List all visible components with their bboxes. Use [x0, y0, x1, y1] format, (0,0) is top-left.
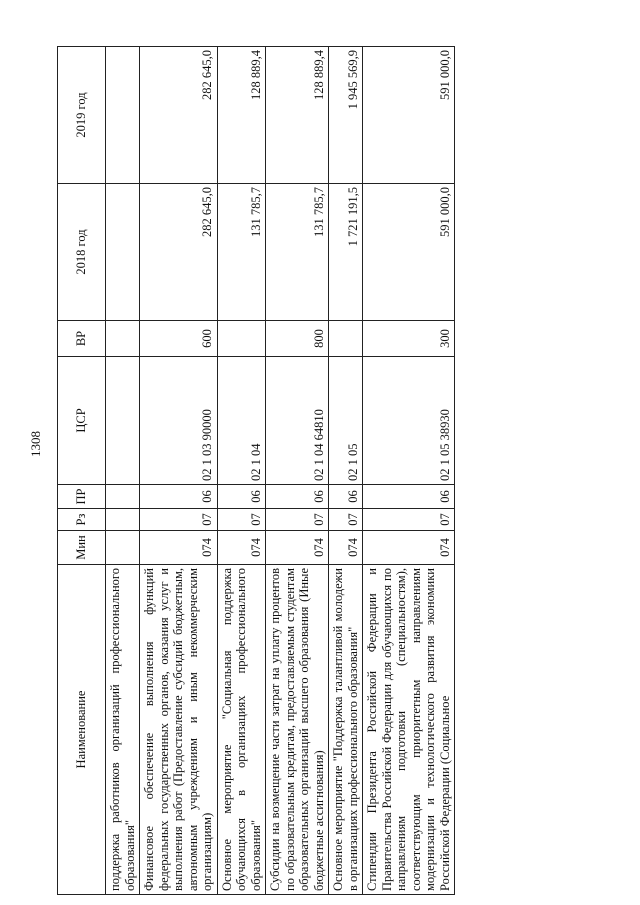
row-rz: 07	[329, 509, 363, 531]
row-rz: 07	[363, 509, 455, 531]
row-min: 074	[363, 531, 455, 565]
row-min	[106, 531, 140, 565]
table-row	[140, 47, 218, 895]
row-csr: 02 1 05 38930	[363, 357, 455, 485]
row-pr: 06	[363, 485, 455, 509]
row-rz	[106, 509, 140, 531]
header-pr: ПР	[58, 485, 106, 509]
row-2018: 131 785,7	[266, 184, 329, 321]
row-min: 074	[217, 531, 266, 565]
row-vr: 300	[363, 321, 455, 357]
header-min: Мин	[58, 531, 106, 565]
row-pr: 06	[329, 485, 363, 509]
row-csr: 02 1 03 90000	[140, 357, 218, 485]
row-pr	[106, 485, 140, 509]
row-name: Финансовое обеспечение выполнения функций федеральных государственных органов, оказания услуг и выполнения работ (Предоставление субсидий бюджетным, автономным учреждениям и иным некоммерческим организациям)	[140, 565, 218, 895]
budget-table	[57, 46, 455, 895]
row-2019: 282 645,0	[140, 47, 218, 184]
table-row	[106, 47, 140, 895]
row-csr: 02 1 04	[217, 357, 266, 485]
row-2018: 591 000,0	[363, 184, 455, 321]
row-vr	[329, 321, 363, 357]
row-name: Стипендии Президента Российской Федерации и Правительства Российской Федерации для обучающихся по направлениям подготовки (специальностям), соответствующим приоритетным направлениям модернизации и технологического развития экономики Российской Федерации (Социальное	[363, 565, 455, 895]
table-row	[329, 47, 363, 895]
row-csr: 02 1 05	[329, 357, 363, 485]
page-number: 1308	[28, 431, 43, 457]
row-pr: 06	[266, 485, 329, 509]
header-2019: 2019 год	[58, 47, 106, 184]
row-pr: 06	[140, 485, 218, 509]
table-row	[217, 47, 266, 895]
row-csr: 02 1 04 64810	[266, 357, 329, 485]
table-header-row	[58, 47, 106, 895]
table-row	[363, 47, 455, 895]
row-2018: 282 645,0	[140, 184, 218, 321]
row-csr	[106, 357, 140, 485]
row-2019: 128 889,4	[266, 47, 329, 184]
row-rz: 07	[266, 509, 329, 531]
header-rz: Рз	[58, 509, 106, 531]
header-csr: ЦСР	[58, 357, 106, 485]
row-2019: 1 945 569,9	[329, 47, 363, 184]
row-pr: 06	[217, 485, 266, 509]
row-vr	[217, 321, 266, 357]
row-rz: 07	[217, 509, 266, 531]
row-2019: 128 889,4	[217, 47, 266, 184]
table-row	[266, 47, 329, 895]
row-2018: 1 721 191,5	[329, 184, 363, 321]
row-vr: 600	[140, 321, 218, 357]
row-name: поддержка работников организаций профессионального образования"	[106, 565, 140, 895]
row-name: Основное мероприятие "Социальная поддержка обучающихся в организациях профессионального образования"	[217, 565, 266, 895]
header-vr: ВР	[58, 321, 106, 357]
row-2018	[106, 184, 140, 321]
row-min: 074	[140, 531, 218, 565]
row-min: 074	[329, 531, 363, 565]
row-rz: 07	[140, 509, 218, 531]
header-name: Наименование	[58, 565, 106, 895]
row-2019: 591 000,0	[363, 47, 455, 184]
row-name: Субсидии на возмещение части затрат на уплату процентов по образовательным кредитам, предоставляемым студентам образовательных организаций высшего образования (Иные бюджетные ассигнования)	[266, 565, 329, 895]
row-vr	[106, 321, 140, 357]
row-2019	[106, 47, 140, 184]
row-min: 074	[266, 531, 329, 565]
header-2018: 2018 год	[58, 184, 106, 321]
row-name: Основное мероприятие "Поддержка талантливой молодежи в организациях профессионального образования"	[329, 565, 363, 895]
row-vr: 800	[266, 321, 329, 357]
row-2018: 131 785,7	[217, 184, 266, 321]
